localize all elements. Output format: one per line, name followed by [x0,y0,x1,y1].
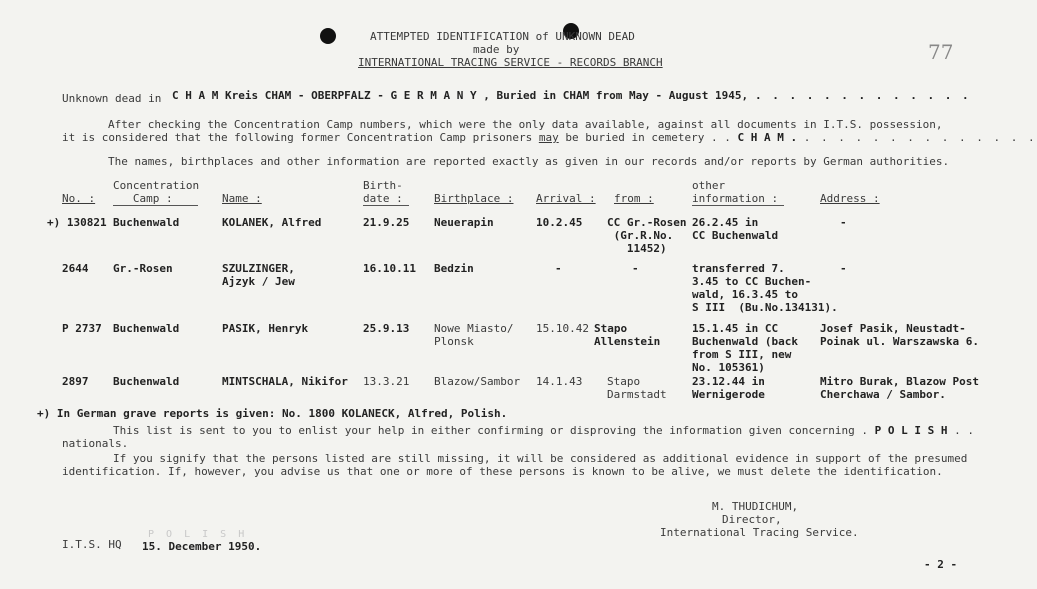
branch-line: INTERNATIONAL TRACING SERVICE - RECORDS BRANCH [358,56,663,69]
header-camp-underline [113,205,198,206]
row1-arrival: 10.2.45 [536,216,583,229]
records-note: The names, birthplaces and other information are reported exactly as given in our records and/or reports by German authorities. [108,155,950,168]
header-arrival: Arrival : [536,192,596,205]
row4-address: Mitro Burak, Blazow Post Cherchawa / Sambor. [820,375,979,401]
row4-from: Stapo Darmstadt [607,375,667,401]
row2-no: 2644 [62,262,89,275]
row4-birthdate: 13.3.21 [363,375,410,388]
row2-name: SZULZINGER, Ajzyk / Jew [222,262,295,288]
header-other: other information : [692,179,779,205]
signatory-name: M. THUDICHUM, [712,500,799,513]
header-from: from : [614,192,654,205]
header-birthdate: Birth- date : [363,179,403,205]
row1-camp: Buchenwald [113,216,180,229]
row3-birthdate: 25.9.13 [363,322,410,335]
header-no: No. : [62,192,96,205]
row3-other: 15.1.45 in CC Buchenwald (back from S III, new No. 105361) [692,322,798,374]
row2-birthdate: 16.10.11 [363,262,416,275]
row1-no: +) 130821 [47,216,107,229]
intro-paragraph-line1: After checking the Concentration Camp numbers, which were the only data available, against all documents in I.T.S. possession, [108,118,943,131]
header-other-underline [692,205,784,206]
row3-no: P 2737 [62,322,102,335]
header-birthdate-underline [363,205,409,206]
closing-line4: identification. If, however, you advise us that one or more of these persons is known to be alive, we must delete the identification. [62,465,943,478]
row4-other: 23.12.44 in Wernigerode [692,375,765,401]
row3-from: Stapo Allenstein [594,322,661,348]
row1-address: - [840,216,847,229]
row3-camp: Buchenwald [113,322,180,335]
row3-arrival: 15.10.42 [536,322,589,335]
document-title: ATTEMPTED IDENTIFICATION of UNKNOWN DEAD [370,30,635,43]
header-camp: Concentration Camp : [113,179,200,205]
burial-place: C H A M Kreis CHAM - OBERPFALZ - G E R M A N Y , Buried in CHAM from May - August 1945, [172,89,749,102]
closing-line2: nationals. [62,437,129,450]
row1-birthdate: 21.9.25 [363,216,410,229]
row1-other: 26.2.45 in CC Buchenwald [692,216,779,242]
row4-birthplace: Blazow/Sambor [434,375,521,388]
punch-hole-left [320,28,336,44]
row3-birthplace: Nowe Miasto/ Plonsk [434,322,514,348]
row3-name: PASIK, Henryk [222,322,309,335]
unknown-dead-label: Unknown dead in [62,92,162,105]
row2-other: transferred 7. 3.45 to CC Buchen- wald, 16.3.45 to S III (Bu.No.134131). [692,262,838,314]
closing-line1: This list is sent to you to enlist your help in either confirming or disproving the information given concerning . P O L I S H . . [113,424,974,437]
signatory-title: Director, [722,513,782,526]
closing-line3: If you signify that the persons listed are still missing, it will be considered as additional evidence in support of the presumed [113,452,968,465]
row2-address: - [840,262,847,275]
grave-report-footnote: +) In German grave reports is given: No. 1800 KOLANECK, Alfred, Polish. [37,407,508,420]
burial-place-dots: . . . . . . . . . . . . . [755,89,971,102]
row4-name: MINTSCHALA, Nikifor [222,375,348,388]
row1-birthplace: Neuerapin [434,216,494,229]
row2-birthplace: Bedzin [434,262,474,275]
row1-from: CC Gr.-Rosen (Gr.R.No. 11452) [607,216,687,255]
may-underlined: may [538,131,559,144]
row2-camp: Gr.-Rosen [113,262,173,275]
cemetery-name: C H A M . [737,131,798,144]
made-by-line: made by [473,43,520,56]
signatory-org: International Tracing Service. [660,526,859,539]
header-address: Address : [820,192,880,205]
header-name: Name : [222,192,262,205]
page-number-handwritten: 77 [928,40,954,64]
footer-page: - 2 - [924,558,958,571]
intro-paragraph-line2: it is considered that the following former Concentration Camp prisoners may be buried in cemetery . . C H A M . . . . . . . . . . . . . . . [62,131,1037,144]
nationality: P O L I S H [874,424,948,437]
row2-arrival: - [555,262,562,275]
row2-from: - [632,262,639,275]
footer-date: 15. December 1950. [142,540,262,553]
row3-address: Josef Pasik, Neustadt- Poinak ul. Warszawska 6. [820,322,979,348]
row4-arrival: 14.1.43 [536,375,583,388]
row4-no: 2897 [62,375,89,388]
header-birthplace: Birthplace : [434,192,514,205]
row1-name: KOLANEK, Alfred [222,216,322,229]
footer-stamp: P O L I S H [148,529,248,540]
footer-hq: I.T.S. HQ [62,538,122,551]
row4-camp: Buchenwald [113,375,180,388]
